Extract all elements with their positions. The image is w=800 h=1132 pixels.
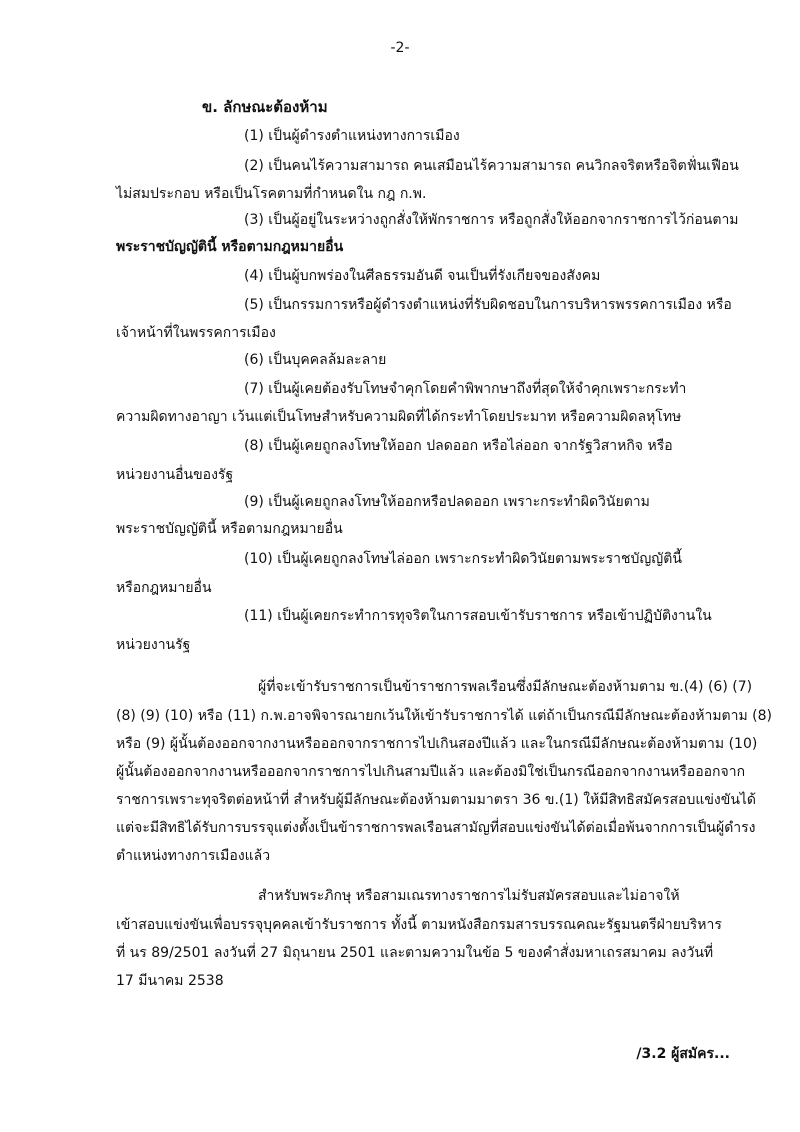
- item-10-line-1: (10) เป็นผู้เคยถูกลงโทษไล่ออก เพราะกระทำผิดวินัยตามพระราชบัญญัตินี้: [244, 551, 682, 567]
- exemption-line-3: หรือ (9) ผู้นั้นต้องออกจากงานหรือออกจากราชการไปเกินสองปีแล้ว และในกรณีมีลักษณะต้องห้ามตาม (10): [116, 736, 758, 752]
- item-6-line-1: (6) เป็นบุคคลล้มละลาย: [244, 352, 387, 368]
- item-4-line-1: (4) เป็นผู้บกพร่องในศีลธรรมอันดี จนเป็นที่รังเกียจของสังคม: [244, 268, 601, 284]
- monks-line-2: เข้าสอบแข่งขันเพื่อบรรจุบุคคลเข้ารับราชการ ทั้งนี้ ตามหนังสือกรมสารบรรณคณะรัฐมนตรีฝ่ายบริหาร: [116, 917, 722, 933]
- item-3-line-1: (3) เป็นผู้อยู่ในระหว่างถูกสั่งให้พักราชการ หรือถูกสั่งให้ออกจากราชการไว้ก่อนตาม: [244, 212, 739, 228]
- exemption-line-7: ตำแหน่งทางการเมืองแล้ว: [116, 848, 271, 864]
- exemption-line-4: ผู้นั้นต้องออกจากงานหรือออกจากราชการไปเกินสามปีแล้ว และต้องมิใช่เป็นกรณีออกจากงานหรือออกจาก: [116, 764, 746, 780]
- item-11-line-2: หน่วยงานรัฐ: [116, 637, 191, 653]
- item-5-line-2: เจ้าหน้าที่ในพรรคการเมือง: [116, 325, 276, 341]
- monks-line-3: ที่ นร 89/2501 ลงวันที่ 27 มิถุนายน 2501 และตามความในข้อ 5 ของคำสั่งมหาเถรสมาคม ลงวันที่: [116, 945, 714, 961]
- item-7-line-2: ความผิดทางอาญา เว้นแต่เป็นโทษสำหรับความผิดที่ได้กระทำโดยประมาท หรือความผิดลหุโทษ: [116, 409, 682, 425]
- monks-line-4: 17 มีนาคม 2538: [116, 973, 224, 989]
- exemption-line-2: (8) (9) (10) หรือ (11) ก.พ.อาจพิจารณายกเว้นให้เข้ารับราชการได้ แต่ถ้าเป็นกรณีมีลักษณะต้องห้ามตาม (8): [116, 708, 773, 724]
- item-8-line-1: (8) เป็นผู้เคยถูกลงโทษให้ออก ปลดออก หรือไล่ออก จากรัฐวิสาหกิจ หรือ: [244, 438, 673, 454]
- item-1-line-1: (1) เป็นผู้ดำรงตำแหน่งทางการเมือง: [244, 128, 460, 144]
- exemption-line-1: ผู้ที่จะเข้ารับราชการเป็นข้าราชการพลเรือนซึ่งมีลักษณะต้องห้ามตาม ข.(4) (6) (7): [258, 679, 753, 695]
- section-heading: ข. ลักษณะต้องห้าม: [202, 98, 328, 116]
- item-9-line-1: (9) เป็นผู้เคยถูกลงโทษให้ออกหรือปลดออก เพราะกระทำผิดวินัยตาม: [244, 494, 650, 510]
- page-number: -2-: [390, 40, 410, 56]
- item-2-line-2: ไม่สมประกอบ หรือเป็นโรคตามที่กำหนดใน กฎ ก.พ.: [116, 186, 427, 202]
- item-11-line-1: (11) เป็นผู้เคยกระทำการทุจริตในการสอบเข้ารับราชการ หรือเข้าปฏิบัติงานใน: [244, 608, 712, 624]
- exemption-line-5: ราชการเพราะทุจริตต่อหน้าที่ สำหรับผู้มีลักษณะต้องห้ามตามมาตรา 36 ข.(1) ให้มีสิทธิสมัครสอบแข่งขันได้: [116, 792, 757, 808]
- item-2-line-1: (2) เป็นคนไร้ความสามารถ คนเสมือนไร้ความสามารถ คนวิกลจริตหรือจิตฟั่นเฟือน: [244, 158, 739, 174]
- monks-line-1: สำหรับพระภิกษุ หรือสามเณรทางราชการไม่รับสมัครสอบและไม่อาจให้: [258, 888, 680, 904]
- item-8-line-2: หน่วยงานอื่นของรัฐ: [116, 467, 234, 483]
- exemption-line-6: แต่จะมีสิทธิได้รับการบรรจุแต่งตั้งเป็นข้าราชการพลเรือนสามัญที่สอบแข่งขันได้ต่อเมื่อพ้นจากการเป็นผู้ดำรง: [116, 820, 756, 836]
- item-7-line-1: (7) เป็นผู้เคยต้องรับโทษจำคุกโดยคำพิพากษาถึงที่สุดให้จำคุกเพราะกระทำ: [244, 381, 687, 397]
- item-9-line-2: พระราชบัญญัตินี้ หรือตามกฎหมายอื่น: [116, 521, 343, 537]
- item-10-line-2: หรือกฎหมายอื่น: [116, 580, 212, 596]
- continuation-marker: /3.2 ผู้สมัคร...: [636, 1046, 730, 1062]
- item-5-line-1: (5) เป็นกรรมการหรือผู้ดำรงตำแหน่งที่รับผิดชอบในการบริหารพรรคการเมือง หรือ: [244, 297, 732, 313]
- item-3-line-2: พระราชบัญญัตินี้ หรือตามกฎหมายอื่น: [116, 239, 344, 255]
